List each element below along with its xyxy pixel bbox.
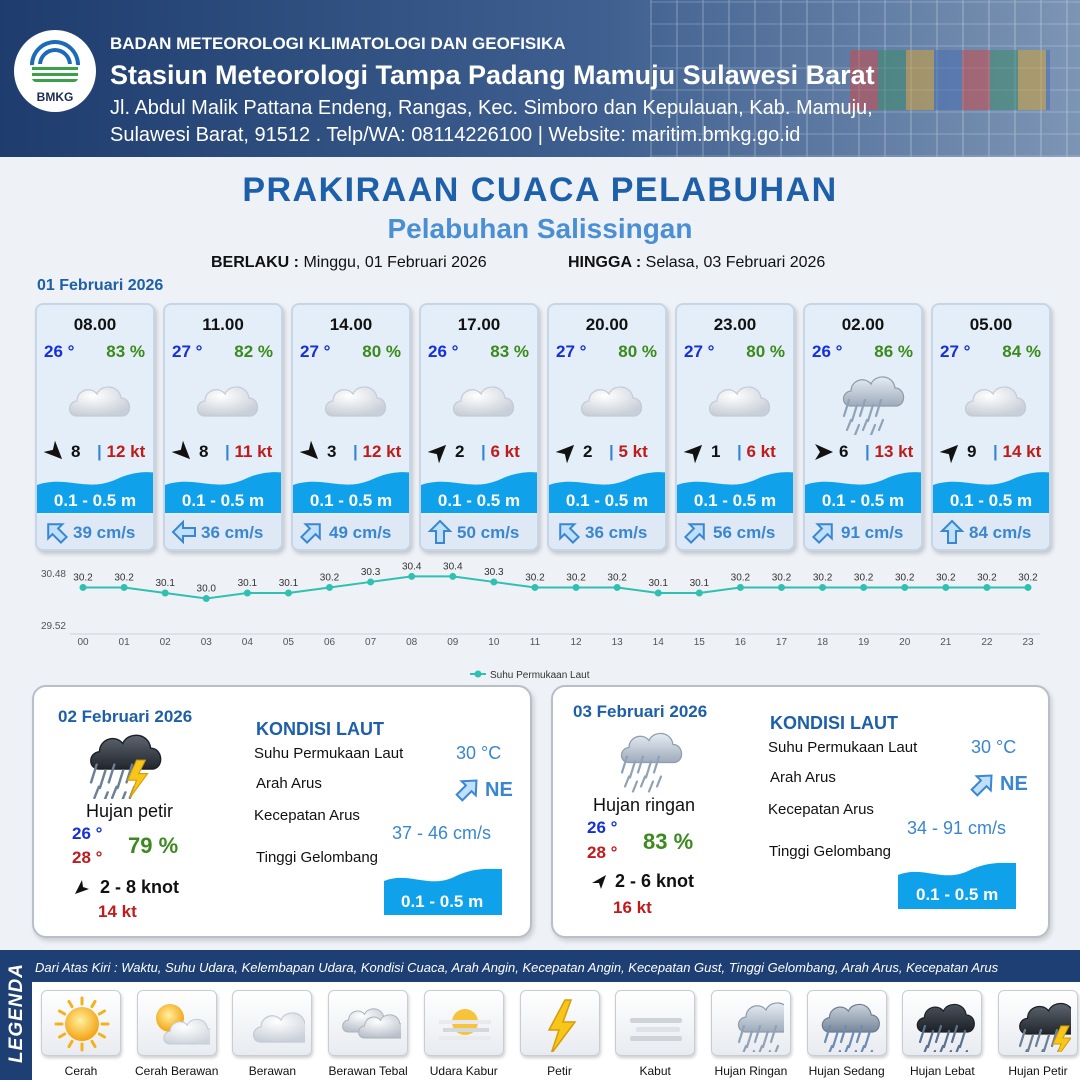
day2-gust: 14 kt [98, 902, 137, 921]
forecast-card [803, 303, 923, 551]
data-point [203, 595, 210, 602]
day2-current-speed: 37 - 46 cm/s [392, 823, 492, 843]
address-line-1: Jl. Abdul Malik Pattana Endeng, Rangas, Kec. Simboro dan Kepulauan, Kab. Mamuju, [110, 97, 873, 119]
haze-icon [433, 996, 497, 1052]
x-tick-label: 03 [200, 637, 212, 648]
day2-temp-min: 26 ° [72, 824, 103, 843]
air-temperature: 27 ° [300, 342, 331, 361]
day2-condition: Hujan petir [86, 801, 174, 821]
cloudy-icon [569, 370, 649, 435]
wave-height: 0.1 - 0.5 m [949, 491, 1033, 510]
x-tick-label: 19 [858, 637, 870, 648]
legend-label: Berawan Tebal [328, 1064, 408, 1078]
humidity: 83 % [490, 342, 529, 361]
station-name: Stasiun Meteorologi Tampa Padang Mamuju Sulawesi Barat [110, 60, 875, 90]
light-rain-icon [603, 723, 683, 795]
x-tick-label: 17 [775, 637, 788, 648]
gust-value: 12 kt [106, 442, 146, 461]
x-tick-label: 20 [899, 637, 911, 648]
x-tick-label: 01 [118, 637, 130, 648]
series-line [83, 576, 1028, 598]
humidity: 80 % [362, 342, 401, 361]
cloud-icon [241, 996, 305, 1052]
valid-from [211, 254, 487, 272]
cloudy-icon [185, 370, 265, 435]
wind-speed: 8 [71, 442, 81, 461]
day3-sst: 30 °C [971, 737, 1017, 757]
wind-direction-icon [812, 441, 834, 463]
light-rain-icon [720, 996, 784, 1052]
data-point [614, 584, 621, 591]
day2-current-dir-label: Arah Arus [256, 775, 322, 792]
legend-title: LEGENDA [6, 963, 27, 1063]
cloudy-icon [697, 370, 777, 435]
valid-from-label: BERLAKU : [211, 254, 299, 271]
wind-direction-icon [684, 441, 706, 463]
valid-from-value: Minggu, 01 Februari 2026 [303, 254, 487, 271]
air-temperature: 27 ° [684, 342, 715, 361]
humidity: 86 % [874, 342, 913, 361]
sun-icon [50, 996, 114, 1052]
wind-speed: 6 [839, 442, 849, 461]
day3-wave-label: Tinggi Gelombang [769, 843, 892, 860]
data-label: 30.4 [401, 562, 422, 573]
wind-direction-icon [428, 441, 450, 463]
legend-label: Hujan Petir [1008, 1064, 1068, 1078]
data-point [531, 584, 538, 591]
legend-label: Kabut [639, 1064, 671, 1078]
data-point [655, 589, 662, 596]
day2-wave: 0.1 - 0.5 m [401, 892, 484, 911]
sea-temperature-chart [30, 562, 1050, 692]
gust-speed [481, 442, 520, 462]
wave-height: 0.1 - 0.5 m [53, 491, 137, 510]
x-tick-label: 18 [817, 637, 829, 648]
data-label: 30.4 [443, 562, 463, 573]
day2-date: 02 Februari 2026 [58, 707, 193, 726]
day3-current-dir: NE [1000, 773, 1028, 795]
current-direction-icon [811, 519, 837, 545]
legend-icon-box [807, 990, 887, 1056]
wind-speed: 2 [455, 442, 465, 461]
data-point [778, 584, 785, 591]
wind-speed: 9 [967, 442, 977, 461]
legend-item [41, 990, 121, 1078]
forecast-card [547, 303, 667, 551]
data-point [244, 589, 251, 596]
legend-icon-box [998, 990, 1078, 1056]
x-tick-label: 16 [734, 637, 746, 648]
data-point [901, 584, 908, 591]
legend-item [424, 990, 504, 1078]
bmkg-logo [14, 30, 96, 112]
forecast-time: 08.00 [73, 315, 117, 334]
cloudy-icon [313, 370, 393, 435]
air-temperature: 26 ° [428, 342, 459, 361]
separator: | [993, 442, 1003, 461]
air-temperature: 26 ° [44, 342, 75, 361]
data-label: 30.2 [730, 572, 751, 584]
gust-speed [609, 442, 648, 462]
wind-direction-icon [589, 871, 609, 891]
current-direction-icon [555, 519, 581, 545]
data-label: 30.2 [895, 572, 915, 584]
legend-label: Petir [547, 1064, 572, 1078]
x-tick-label: 10 [488, 637, 500, 648]
valid-to-value: Selasa, 03 Februari 2026 [645, 254, 826, 271]
x-tick-label: 12 [570, 637, 582, 648]
data-point [326, 584, 333, 591]
data-label: 30.1 [155, 577, 175, 589]
forecast-time: 23.00 [713, 315, 757, 334]
logo-waves [32, 64, 78, 82]
forecast-time: 11.00 [202, 315, 244, 334]
legend-item [711, 990, 791, 1078]
valid-to-label: HINGGA : [568, 254, 642, 271]
current-speed: 49 cm/s [329, 523, 392, 542]
current-direction-icon [454, 775, 482, 803]
data-point [573, 584, 580, 591]
wave-height: 0.1 - 0.5 m [693, 491, 777, 510]
header-banner [0, 0, 1080, 157]
data-label: 30.3 [484, 566, 504, 578]
x-tick-label: 08 [406, 637, 418, 648]
data-point [737, 584, 744, 591]
wind-speed: 1 [711, 442, 721, 461]
separator: | [609, 442, 619, 461]
legend-icon-box [41, 990, 121, 1056]
x-tick-label: 13 [611, 637, 623, 648]
x-tick-label: 09 [447, 637, 459, 648]
current-direction-icon [683, 519, 709, 545]
day3-sst-label: Suhu Permukaan Laut [768, 739, 918, 756]
logo-text: BMKG [36, 90, 74, 104]
address-line-2: Sulawesi Barat, 91512 . Telp/WA: 08114226100 | Website: maritim.bmkg.go.id [110, 124, 801, 146]
gust-speed [865, 442, 913, 462]
port-name: Pelabuhan Salissingan [387, 213, 693, 244]
day3-temp-max: 28 ° [587, 843, 618, 862]
gust-value: 14 kt [1002, 442, 1042, 461]
data-label: 30.2 [812, 572, 833, 584]
legend-label: Cerah Berawan [134, 1064, 219, 1078]
x-tick-label: 14 [652, 637, 664, 648]
day3-wave: 0.1 - 0.5 m [916, 885, 999, 904]
day2-wave-label: Tinggi Gelombang [256, 849, 379, 866]
day2-wind: 2 - 8 knot [100, 877, 180, 897]
legend [0, 950, 1080, 1080]
wind-direction-icon [556, 441, 578, 463]
humidity: 80 % [618, 342, 657, 361]
day3-current-speed: 34 - 91 cm/s [907, 818, 1007, 838]
day3-condition: Hujan ringan [593, 795, 696, 815]
data-point [1025, 584, 1032, 591]
day2-temp-max: 28 ° [72, 848, 103, 867]
legend-marker [475, 671, 482, 678]
gust-value: 12 kt [362, 442, 402, 461]
data-label: 30.2 [607, 572, 627, 584]
data-label: 30.2 [977, 572, 997, 584]
current-speed: 50 cm/s [457, 523, 520, 542]
cloudy-icon [441, 370, 521, 435]
forecast-time: 02.00 [841, 315, 885, 334]
gust-value: 6 kt [490, 442, 520, 461]
gust-speed [97, 442, 145, 462]
data-label: 30.2 [566, 572, 586, 584]
day3-panel [551, 685, 1050, 938]
legend-item [232, 990, 312, 1078]
valid-to [568, 254, 825, 272]
air-temperature: 27 ° [556, 342, 587, 361]
legend-label: Suhu Permukaan Laut [490, 670, 590, 681]
legend-icon-box [902, 990, 982, 1056]
forecast-card [419, 303, 539, 551]
data-label: 30.2 [319, 572, 340, 584]
data-label: 30.2 [771, 572, 792, 584]
thunderstorm-icon [1007, 996, 1071, 1052]
wave-height: 0.1 - 0.5 m [437, 491, 521, 510]
day2-panel [32, 685, 532, 938]
wave-height: 0.1 - 0.5 m [821, 491, 905, 510]
x-tick-label: 06 [323, 637, 336, 648]
y-tick-label: 29.52 [40, 621, 66, 632]
day3-sea-heading: KONDISI LAUT [770, 713, 898, 733]
wave-height: 0.1 - 0.5 m [309, 491, 393, 510]
y-tick-label: 30.48 [40, 569, 66, 580]
legend-item [520, 990, 600, 1078]
data-point [408, 573, 415, 580]
legend-icon-box [424, 990, 504, 1056]
forecast-card [291, 303, 411, 551]
current-speed: 36 cm/s [201, 523, 264, 542]
thunderstorm-icon [76, 727, 166, 799]
gust-value: 5 kt [618, 442, 648, 461]
wind-direction-icon [940, 441, 962, 463]
current-direction-icon [43, 519, 69, 545]
day3-date: 03 Februari 2026 [573, 702, 708, 721]
cloudy-icon [953, 370, 1033, 435]
day3-humidity: 83 % [643, 829, 694, 854]
forecast-card [35, 303, 155, 551]
data-point [449, 573, 456, 580]
legend-note: Dari Atas Kiri : Waktu, Suhu Udara, Kelembapan Udara, Kondisi Cuaca, Arah Angin, Kecepatan Angin, Kecepatan Gust, Tinggi Gelombang, Arah Arus, Kecepatan Arus [35, 960, 999, 975]
gust-value: 11 kt [234, 442, 273, 461]
data-point [942, 584, 949, 591]
forecast-card [675, 303, 795, 551]
current-speed: 56 cm/s [713, 523, 776, 542]
x-tick-label: 21 [940, 637, 952, 648]
data-label: 30.2 [853, 572, 874, 584]
forecast-time: 05.00 [969, 315, 1013, 334]
data-label: 30.2 [73, 572, 93, 584]
legend-label: Berawan [248, 1064, 297, 1078]
day2-sst-label: Suhu Permukaan Laut [254, 745, 404, 762]
separator: | [481, 442, 491, 461]
wind-direction-icon [300, 441, 322, 463]
x-tick-label: 23 [1022, 637, 1034, 648]
sun-cloud-icon [146, 996, 210, 1052]
x-tick-label: 00 [77, 637, 89, 648]
data-label: 30.3 [360, 566, 381, 578]
data-point [285, 589, 292, 596]
wind-direction-icon [44, 441, 66, 463]
humidity: 84 % [1002, 342, 1041, 361]
gust-value: 13 kt [874, 442, 914, 461]
day1-date: 01 Februari 2026 [37, 277, 164, 294]
fog-icon [624, 996, 688, 1052]
data-label: 30.2 [936, 572, 956, 584]
legend-label: Hujan Lebat [909, 1064, 975, 1078]
forecast-card [163, 303, 283, 551]
data-point [162, 589, 169, 596]
day2-current-speed-label: Kecepatan Arus [254, 807, 360, 824]
current-speed: 39 cm/s [73, 523, 136, 542]
wind-speed: 8 [199, 442, 209, 461]
data-point [983, 584, 990, 591]
data-point [367, 578, 374, 585]
legend-item [615, 990, 695, 1078]
separator: | [865, 442, 875, 461]
wind-speed: 3 [327, 442, 337, 461]
data-point [819, 584, 826, 591]
wind-speed: 2 [583, 442, 593, 461]
day3-current-speed-label: Kecepatan Arus [768, 801, 874, 818]
forecast-card [931, 303, 1051, 551]
data-point [121, 584, 128, 591]
separator: | [353, 442, 363, 461]
agency-name: BADAN METEOROLOGI KLIMATOLOGI DAN GEOFISIKA [110, 34, 566, 53]
day3-temp-min: 26 ° [587, 818, 618, 837]
forecast-time: 14.00 [329, 315, 373, 334]
data-label: 30.1 [278, 577, 299, 589]
current-direction-icon [939, 519, 965, 545]
gust-speed [737, 442, 776, 462]
legend-icon-box [711, 990, 791, 1056]
cloudy-icon [57, 370, 137, 435]
air-temperature: 27 ° [172, 342, 203, 361]
humidity: 83 % [106, 342, 145, 361]
separator: | [225, 442, 235, 461]
legend-icon-box [520, 990, 600, 1056]
legend-item [134, 990, 219, 1078]
x-tick-label: 22 [981, 637, 993, 648]
x-tick-label: 15 [693, 637, 705, 648]
data-label: 30.1 [689, 577, 710, 589]
legend-label: Hujan Sedang [808, 1064, 885, 1078]
legend-item [902, 990, 982, 1078]
legend-icon-box [328, 990, 408, 1056]
data-label: 30.2 [525, 572, 545, 584]
current-direction-icon [427, 519, 453, 545]
light-rain-icon [825, 370, 905, 435]
wind-direction-icon [172, 441, 194, 463]
humidity: 82 % [234, 342, 273, 361]
x-tick-label: 02 [159, 637, 171, 648]
legend-icon-box [615, 990, 695, 1056]
current-speed: 84 cm/s [969, 523, 1032, 542]
day2-current-dir: NE [485, 779, 513, 801]
legend-label: Udara Kabur [429, 1064, 498, 1078]
page-title: PRAKIRAAN CUACA PELABUHAN [242, 171, 838, 209]
separator: | [97, 442, 107, 461]
data-label: 30.1 [648, 577, 668, 589]
legend-label: Cerah [64, 1064, 98, 1078]
wind-direction-icon [72, 877, 92, 897]
legend-item [807, 990, 887, 1078]
separator: | [737, 442, 747, 461]
gust-speed [225, 442, 272, 462]
current-direction-icon [171, 519, 197, 545]
lightning-icon [529, 996, 593, 1052]
wave-height: 0.1 - 0.5 m [565, 491, 649, 510]
gust-speed [993, 442, 1041, 462]
data-point [80, 584, 87, 591]
legend-icon-box [232, 990, 312, 1056]
air-temperature: 26 ° [812, 342, 843, 361]
x-tick-label: 11 [529, 637, 541, 648]
heavy-rain-icon [911, 996, 975, 1052]
gust-value: 6 kt [746, 442, 776, 461]
data-point [860, 584, 867, 591]
moderate-rain-icon [816, 996, 880, 1052]
day2-sst: 30 °C [456, 743, 502, 763]
current-direction-icon [299, 519, 325, 545]
forecast-time: 20.00 [585, 315, 629, 334]
wave-height: 0.1 - 0.5 m [181, 491, 265, 510]
data-label: 30.2 [1018, 572, 1038, 584]
air-temperature: 27 ° [940, 342, 971, 361]
legend-item [328, 990, 408, 1078]
forecast-time: 17.00 [457, 315, 501, 334]
x-tick-label: 04 [241, 637, 253, 648]
day3-gust: 16 kt [613, 898, 652, 917]
legend-icon-box [137, 990, 217, 1056]
data-point [696, 589, 703, 596]
gust-speed [353, 442, 401, 462]
data-label: 30.2 [114, 572, 134, 584]
legend-label: Hujan Ringan [714, 1064, 788, 1078]
data-label: 30.0 [196, 583, 216, 595]
thick-cloud-icon [337, 996, 401, 1052]
day3-current-dir-label: Arah Arus [770, 769, 836, 786]
day3-wind: 2 - 6 knot [615, 871, 695, 891]
data-point [490, 578, 497, 585]
current-speed: 36 cm/s [585, 523, 648, 542]
container-stack-graphic [850, 50, 1050, 110]
data-label: 30.1 [237, 577, 258, 589]
humidity: 80 % [746, 342, 785, 361]
x-tick-label: 07 [365, 637, 377, 648]
day2-sea-heading: KONDISI LAUT [256, 719, 384, 739]
current-speed: 91 cm/s [841, 523, 904, 542]
x-tick-label: 05 [282, 637, 294, 648]
legend-item [998, 990, 1078, 1078]
current-direction-icon [969, 770, 997, 798]
day2-humidity: 79 % [128, 833, 179, 858]
